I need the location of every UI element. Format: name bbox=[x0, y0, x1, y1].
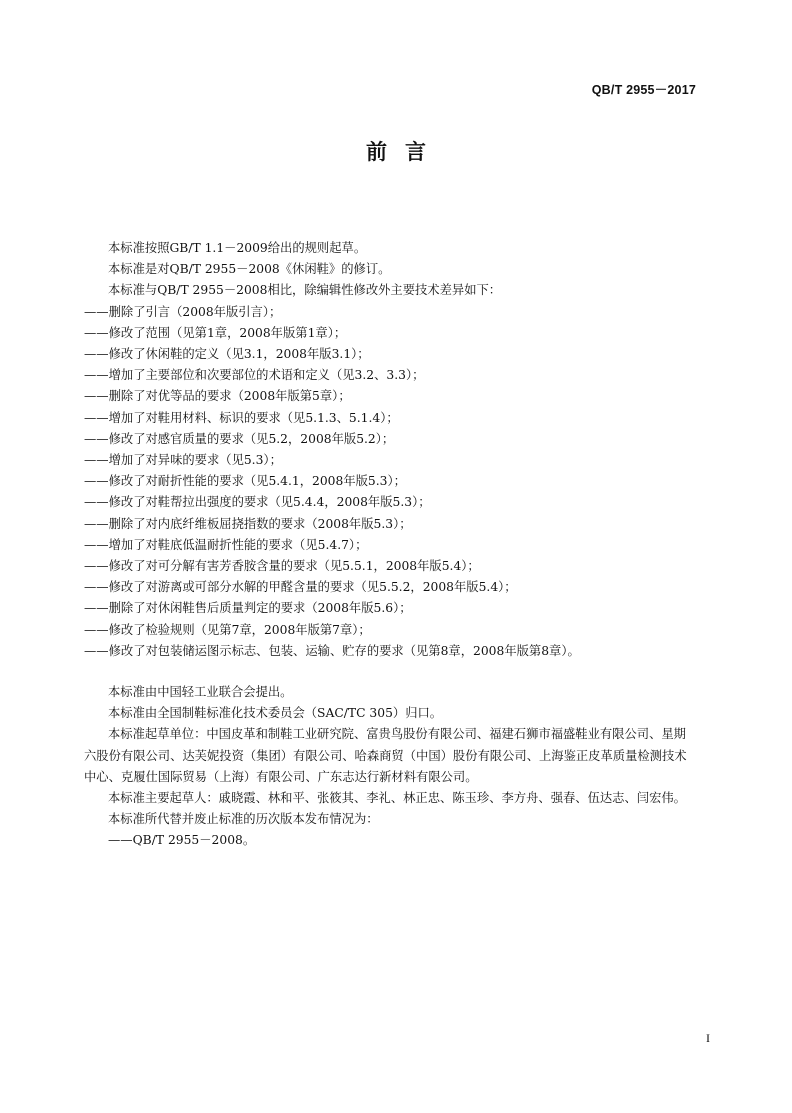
standard-code: QB/T 2955－2017 bbox=[591, 83, 696, 97]
change-item: ——修改了检验规则（见第7章，2008年版第7章）； bbox=[84, 622, 371, 637]
drafters-paragraph: 本标准主要起草人：戚晓霞、林和平、张筱其、李礼、林正忠、陈玉珍、李方舟、强春、伍达志、闫宏伟。 bbox=[108, 791, 686, 806]
change-item: ——修改了休闲鞋的定义（见3.1，2008年版3.1）； bbox=[84, 347, 370, 362]
change-item: ——增加了对异味的要求（见5.3）； bbox=[84, 453, 282, 468]
change-item: ——修改了对耐折性能的要求（见5.4.1，2008年版5.3）； bbox=[84, 474, 406, 489]
change-item: ——修改了对游离或可部分水解的甲醛含量的要求（见5.5.2，2008年版5.4）； bbox=[84, 580, 517, 595]
foreword-credits-section bbox=[84, 682, 698, 852]
change-item: ——删除了对优等品的要求（2008年版第5章）； bbox=[84, 389, 351, 404]
drafting-units-paragraph: 本标准起草单位：中国皮革和制鞋工业研究院、富贵鸟股份有限公司、福建石狮市福盛鞋业有限公司、星期六股份有限公司、达芙妮投资（集团）有限公司、哈森商贸（中国）股份有限公司、上海鉴正皮革质量检测技术中心、克履仕国际贸易（上海）有限公司、广东志达行新材料有限公司。 bbox=[84, 727, 687, 784]
history-item: ——QB/T 2955－2008。 bbox=[108, 833, 256, 848]
committee-paragraph: 本标准由全国制鞋标准化技术委员会（SAC/TC 305）归口。 bbox=[108, 706, 443, 721]
change-item: ——删除了对内底纤维板屈挠指数的要求（2008年版5.3）； bbox=[84, 516, 412, 531]
intro-paragraph: 本标准是对QB/T 2955－2008《休闲鞋》的修订。 bbox=[108, 262, 391, 277]
change-item: ——删除了对休闲鞋售后质量判定的要求（2008年版5.6）； bbox=[84, 601, 412, 616]
intro-paragraph: 本标准与QB/T 2955－2008相比，除编辑性修改外主要技术差异如下： bbox=[108, 283, 502, 298]
intro-paragraph: 本标准按照GB/T 1.1－2009给出的规则起草。 bbox=[108, 241, 367, 255]
history-paragraph: 本标准所代替并废止标准的历次版本发布情况为： bbox=[108, 812, 379, 827]
change-item: ——修改了对鞋帮拉出强度的要求（见5.4.4，2008年版5.3）； bbox=[84, 495, 431, 510]
change-item: ——增加了对鞋底低温耐折性能的要求（见5.4.7）； bbox=[84, 537, 368, 552]
change-item: ——修改了范围（见第1章，2008年版第1章）； bbox=[84, 325, 347, 340]
proposer-paragraph: 本标准由中国轻工业联合会提出。 bbox=[108, 685, 293, 699]
change-item: ——修改了对感官质量的要求（见5.2，2008年版5.2）； bbox=[84, 431, 395, 446]
page-title: 前言 bbox=[366, 140, 444, 164]
change-item: ——增加了对鞋用材料、标识的要求（见5.1.3、5.1.4）； bbox=[84, 410, 399, 425]
change-item: ——增加了主要部位和次要部位的术语和定义（见3.2、3.3）； bbox=[84, 368, 425, 383]
change-item: ——修改了对包装储运图示标志、包装、运输、贮存的要求（见第8章，2008年版第8章）。 bbox=[84, 643, 580, 658]
change-item: ——删除了引言（2008年版引言）； bbox=[84, 304, 282, 319]
foreword-changes-section bbox=[84, 238, 698, 662]
change-item: ——修改了对可分解有害芳香胺含量的要求（见5.5.1，2008年版5.4）； bbox=[84, 559, 480, 574]
page-number: I bbox=[706, 1031, 710, 1045]
